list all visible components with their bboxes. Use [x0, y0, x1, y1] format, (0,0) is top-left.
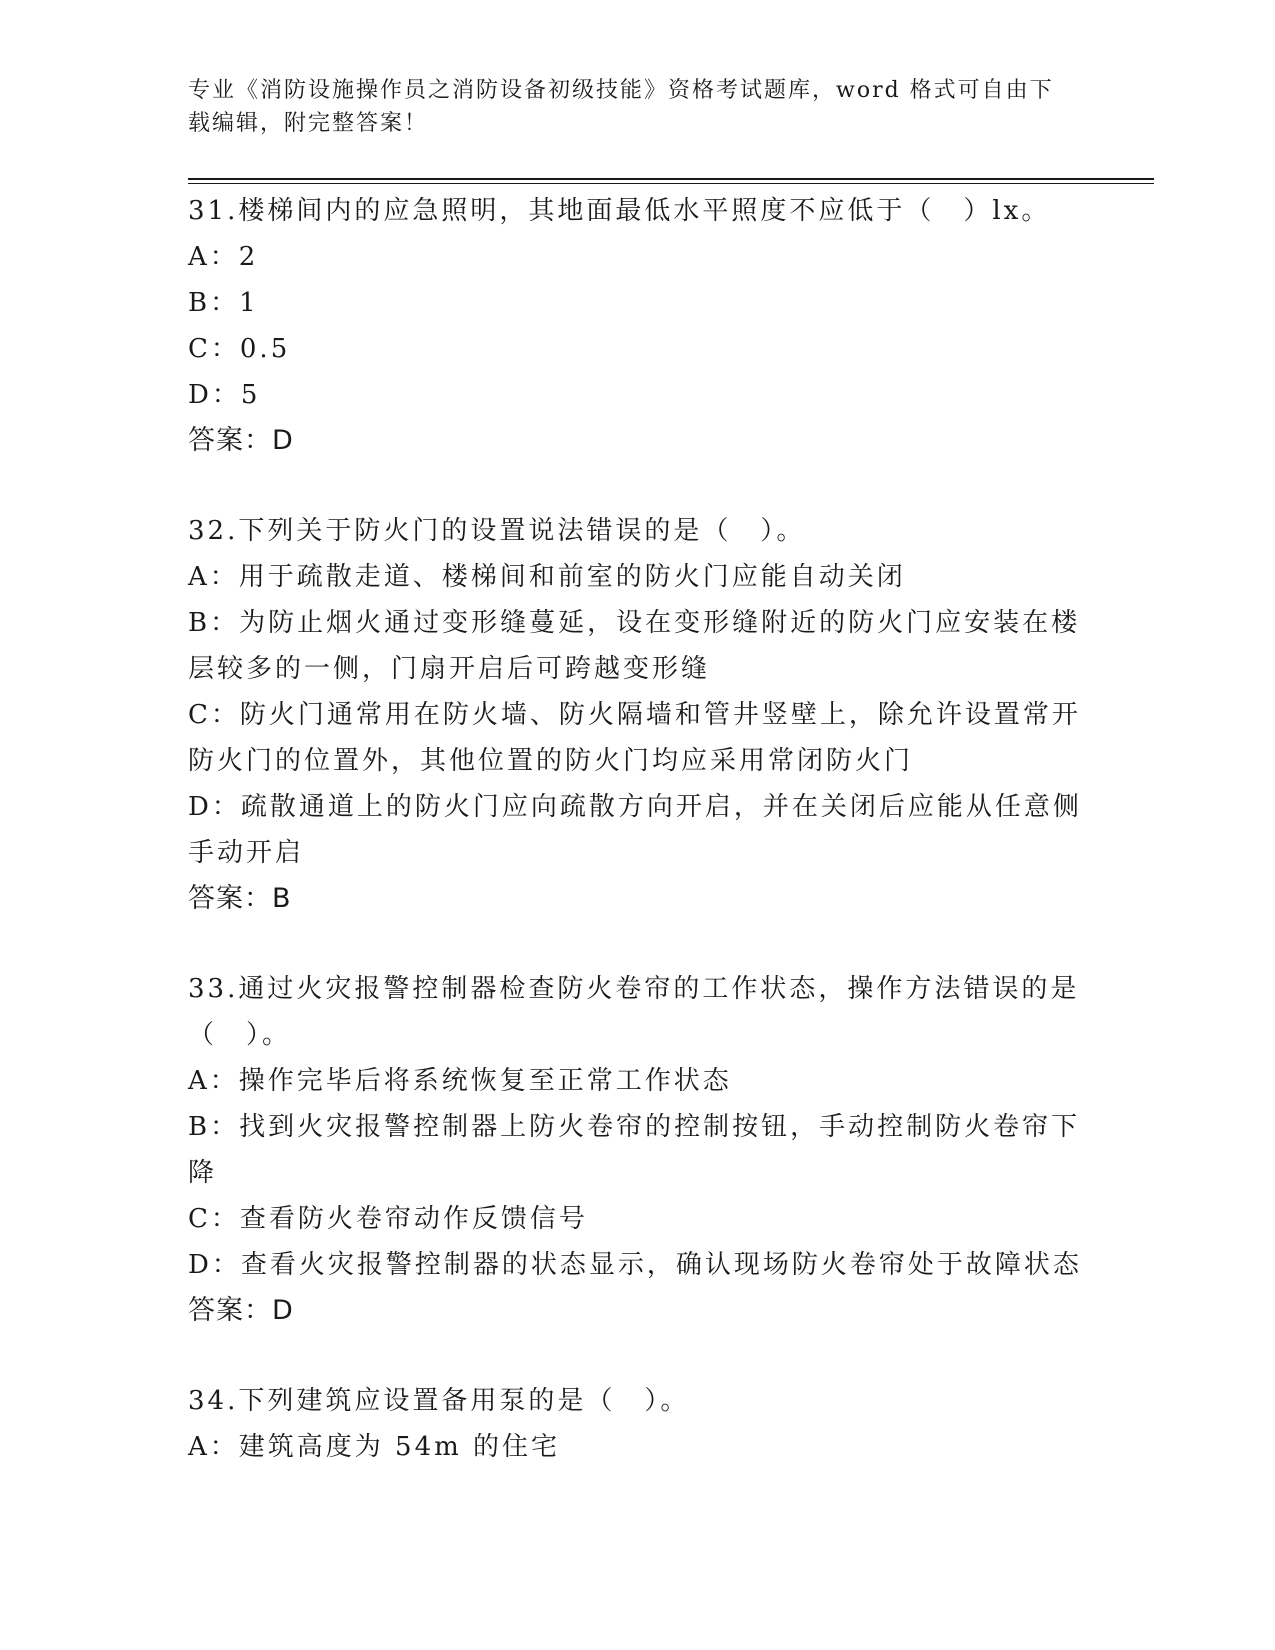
option-a: A：建筑高度为 54m 的住宅 [188, 1432, 561, 1462]
spacer [188, 922, 1083, 966]
option-b: B：1 [188, 288, 259, 318]
document-header: 专业《消防设施操作员之消防设备初级技能》资格考试题库，word 格式可自由下载编辑，附完整答案！ [188, 78, 1054, 136]
answer-line: 答案：D [188, 425, 294, 456]
answer-line: 答案：B [188, 883, 292, 914]
option-d: D：疏散通道上的防火门应向疏散方向开启，并在关闭后应能从任意侧手动开启 [188, 792, 1082, 868]
question-stem: 34.下列建筑应设置备用泵的是（ ）。 [188, 1386, 690, 1416]
option-b: B：为防止烟火通过变形缝蔓延，设在变形缝附近的防火门应安装在楼层较多的一侧，门扇开启后可跨越变形缝 [188, 608, 1081, 684]
header-divider-thin [188, 183, 1154, 184]
option-b: B：找到火灾报警控制器上防火卷帘的控制按钮，手动控制防火卷帘下降 [188, 1112, 1081, 1188]
option-c: C：防火门通常用在防火墙、防火隔墙和管井竖壁上，除允许设置常开防火门的位置外，其他位置的防火门均应采用常闭防火门 [188, 700, 1081, 776]
header-divider-thick [188, 178, 1154, 180]
option-c: C：0.5 [188, 334, 291, 364]
option-a: A：2 [188, 242, 259, 272]
question-stem: 32.下列关于防火门的设置说法错误的是（ ）。 [188, 516, 806, 546]
spacer [188, 464, 1083, 508]
question-34 [188, 1378, 1083, 1470]
question-31 [188, 188, 1083, 464]
answer-line: 答案：D [188, 1295, 294, 1326]
question-33 [188, 966, 1083, 1334]
question-list [188, 188, 1083, 1470]
option-a: A：用于疏散走道、楼梯间和前室的防火门应能自动关闭 [188, 562, 906, 592]
question-stem: 33.通过火灾报警控制器检查防火卷帘的工作状态，操作方法错误的是（ ）。 [188, 974, 1080, 1050]
question-stem: 31.楼梯间内的应急照明，其地面最低水平照度不应低于（ ）lx。 [188, 196, 1051, 226]
option-c: C：查看防火卷帘动作反馈信号 [188, 1204, 588, 1234]
option-d: D：查看火灾报警控制器的状态显示，确认现场防火卷帘处于故障状态 [188, 1250, 1082, 1280]
option-d: D：5 [188, 380, 261, 410]
option-a: A：操作完毕后将系统恢复至正常工作状态 [188, 1066, 732, 1096]
question-32 [188, 508, 1083, 922]
spacer [188, 1334, 1083, 1378]
